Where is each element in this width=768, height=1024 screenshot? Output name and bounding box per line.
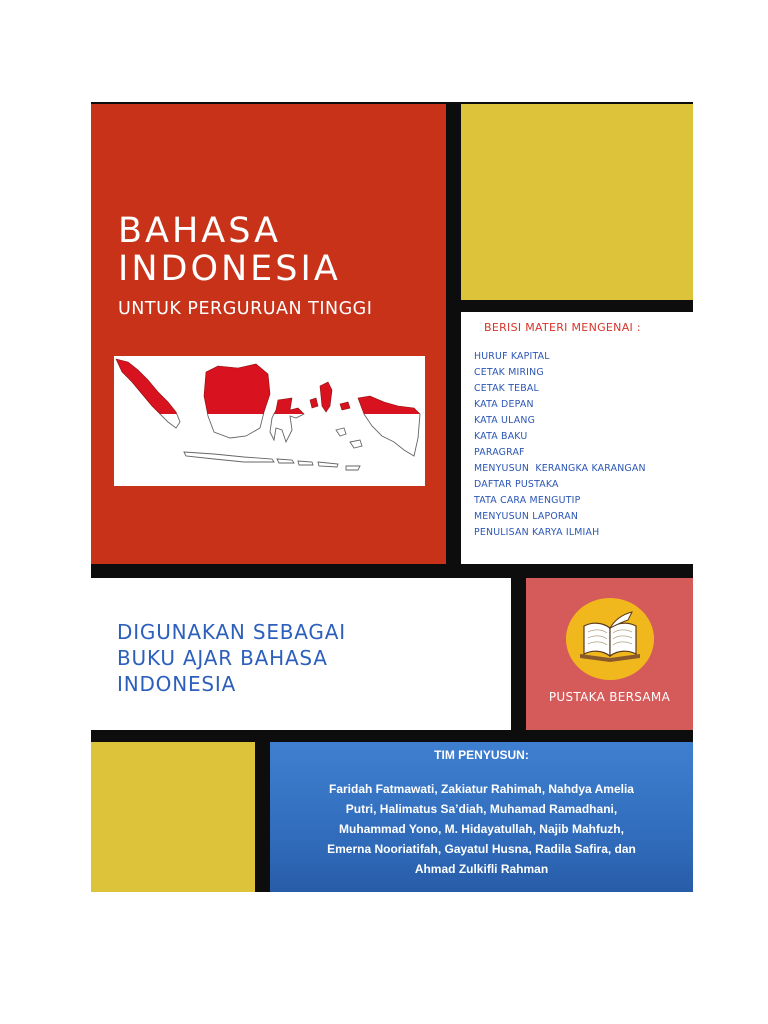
topics-heading: BERISI MATERI MENGENAI :	[484, 321, 641, 334]
usage-statement	[117, 619, 497, 697]
topic-item: PARAGRAF	[474, 447, 525, 458]
yellow-block-bottom	[91, 742, 255, 892]
team-names-line: Muhammad Yono, M. Hidayatullah, Najib Mahfuzh,	[339, 822, 624, 836]
team-heading: TIM PENYUSUN:	[434, 748, 529, 762]
usage-line3: INDONESIA	[117, 672, 237, 696]
topic-item: CETAK TEBAL	[474, 383, 539, 394]
team-names-line: Ahmad Zulkifli Rahman	[414, 862, 549, 876]
publisher-name: PUSTAKA BERSAMA	[548, 690, 671, 704]
topic-item: KATA BAKU	[474, 431, 528, 442]
open-book-icon	[566, 598, 654, 680]
yellow-block-top	[461, 104, 693, 300]
title-panel	[91, 104, 446, 564]
topic-item: PENULISAN KARYA ILMIAH	[474, 527, 600, 538]
topic-item: CETAK MIRING	[474, 367, 544, 378]
topic-list	[474, 349, 646, 541]
book-subtitle: UNTUK PERGURUAN TINGGI	[118, 299, 373, 319]
topic-item: TATA CARA MENGUTIP	[474, 495, 581, 506]
topic-item: DAFTAR PUSTAKA	[474, 479, 559, 490]
topic-item: MENYUSUN KERANGKA KARANGAN	[474, 463, 646, 474]
topic-item: MENYUSUN LAPORAN	[474, 511, 579, 522]
topic-item: KATA DEPAN	[474, 399, 534, 410]
publisher-logo	[566, 598, 654, 680]
book-title-line1: BAHASA	[118, 211, 282, 251]
topic-item: KATA ULANG	[474, 415, 536, 426]
team-names-line: Putri, Halimatus Sa’diah, Muhamad Ramadhani,	[345, 802, 618, 816]
team-names-line: Emerna Nooriatifah, Gayatul Husna, Radila Safira, dan	[327, 842, 636, 856]
team-names-line: Faridah Fatmawati, Zakiatur Rahimah, Nahdya Amelia	[329, 782, 634, 796]
indonesia-map-icon	[114, 356, 425, 486]
book-title-line2: INDONESIA	[118, 249, 341, 289]
usage-line1: DIGUNAKAN SEBAGAI	[117, 620, 346, 644]
usage-line2: BUKU AJAR BAHASA	[117, 646, 328, 670]
team-names	[283, 779, 680, 879]
topic-item: HURUF KAPITAL	[474, 351, 550, 362]
